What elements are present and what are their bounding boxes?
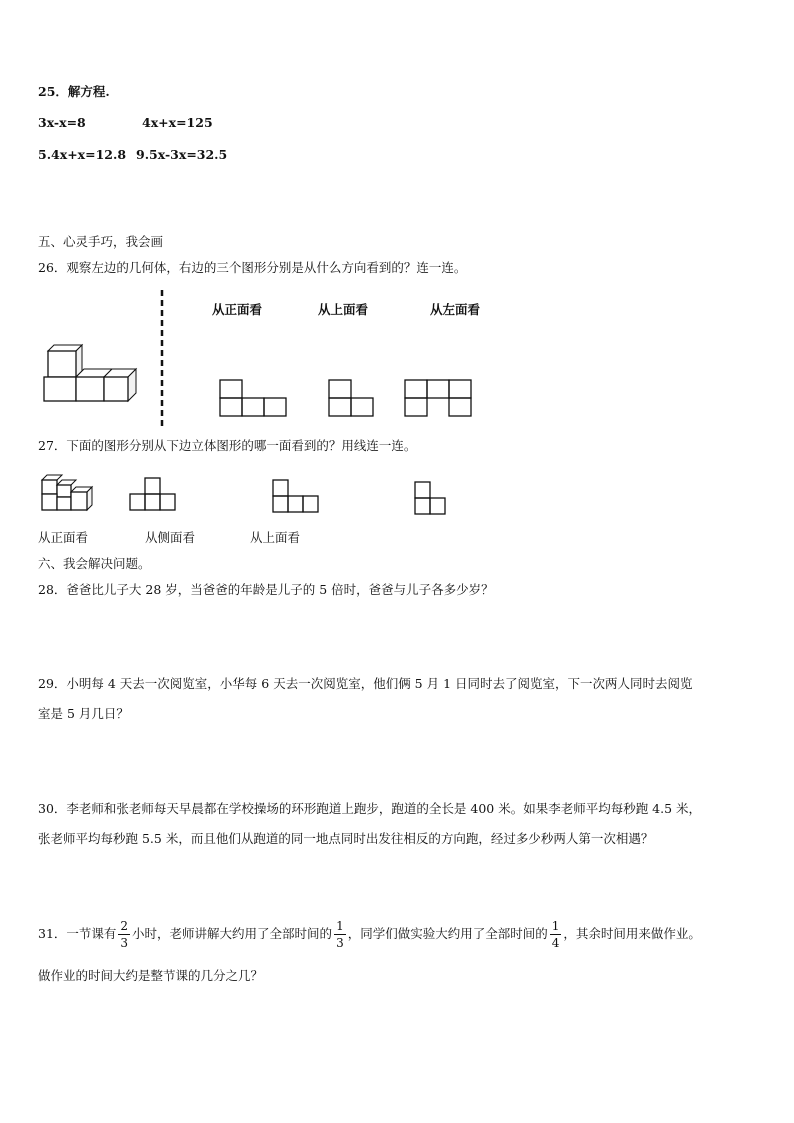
fraction-2-numerator: 1	[336, 919, 344, 933]
fraction-two-thirds	[118, 920, 130, 949]
q31-part-4: ，其余时间用来做作业。	[563, 926, 701, 942]
fraction-one-quarter	[550, 920, 562, 949]
q27-view-shape-3	[415, 482, 449, 518]
q26-view-shape-3	[405, 380, 475, 418]
q27-view-shape-2	[273, 480, 321, 514]
q29-line-1: 29．小明每 4 天去一次阅览室，小华每 6 天去一次阅览室，他们俩 5 月 1 日同时去了阅览室，下一次两人同时去阅览	[38, 676, 693, 691]
fraction-1-denominator: 3	[120, 936, 129, 950]
equation-2: 4x+x=125	[142, 115, 213, 130]
q26-label-left: 从左面看	[430, 302, 481, 317]
q31-line-2: 做作业的时间大约是整节课的几分之几？	[38, 968, 264, 983]
q27-text: 27．下面的图形分别从下边立体图形的哪一面看到的？用线连一连。	[38, 438, 417, 453]
q31-part-1: 31．一节课有	[38, 926, 117, 942]
q27-label-front: 从正面看	[38, 530, 89, 545]
q31-part-3: ，同学们做实验大约用了全部时间的	[347, 926, 548, 942]
q31-line-1	[38, 920, 701, 949]
section-6-title: 六、我会解决问题。	[38, 556, 151, 571]
equation-1: 3x-x=8	[38, 115, 86, 130]
equation-3: 5.4x+x=12.8	[38, 147, 127, 162]
q27-solid-figure	[40, 470, 100, 514]
q25-title: 25．解方程.	[38, 84, 110, 99]
fraction-2-denominator: 3	[336, 936, 344, 950]
fraction-3-numerator: 1	[551, 919, 560, 933]
q29-line-2: 室是 5 月几日？	[38, 706, 129, 721]
q31-part-2: 小时，老师讲解大约用了全部时间的	[132, 926, 333, 942]
fraction-3-denominator: 4	[551, 936, 560, 950]
q30-line-1: 30．李老师和张老师每天早晨都在学校操场的环形跑道上跑步，跑道的全长是 400 米。如果李老师平均每秒跑 4.5 米，	[38, 801, 702, 816]
q26-view-shape-2	[329, 380, 377, 418]
q27-label-side: 从侧面看	[145, 530, 196, 545]
q26-view-shape-1	[220, 380, 288, 418]
dashed-divider	[160, 290, 164, 428]
q26-label-top: 从上面看	[318, 302, 369, 317]
q26-text: 26．观察左边的几何体，右边的三个图形分别是从什么方向看到的？连一连。	[38, 260, 467, 275]
section-5-title: 五、心灵手巧，我会画	[38, 234, 164, 249]
q26-label-front: 从正面看	[212, 302, 263, 317]
equation-4: 9.5x-3x=32.5	[136, 147, 228, 162]
fraction-1-numerator: 2	[120, 919, 129, 933]
q26-solid-figure	[40, 343, 140, 403]
q28-text: 28．爸爸比儿子大 28 岁，当爸爸的年龄是儿子的 5 倍时，爸爸与儿子各多少岁？	[38, 582, 494, 597]
q30-line-2: 张老师平均每秒跑 5.5 米，而且他们从跑道的同一地点同时出发往相反的方向跑，经过多少秒两人第一次相遇？	[38, 831, 654, 846]
q27-view-shape-1	[130, 478, 178, 514]
q27-label-top: 从上面看	[250, 530, 301, 545]
fraction-one-third	[334, 920, 346, 949]
